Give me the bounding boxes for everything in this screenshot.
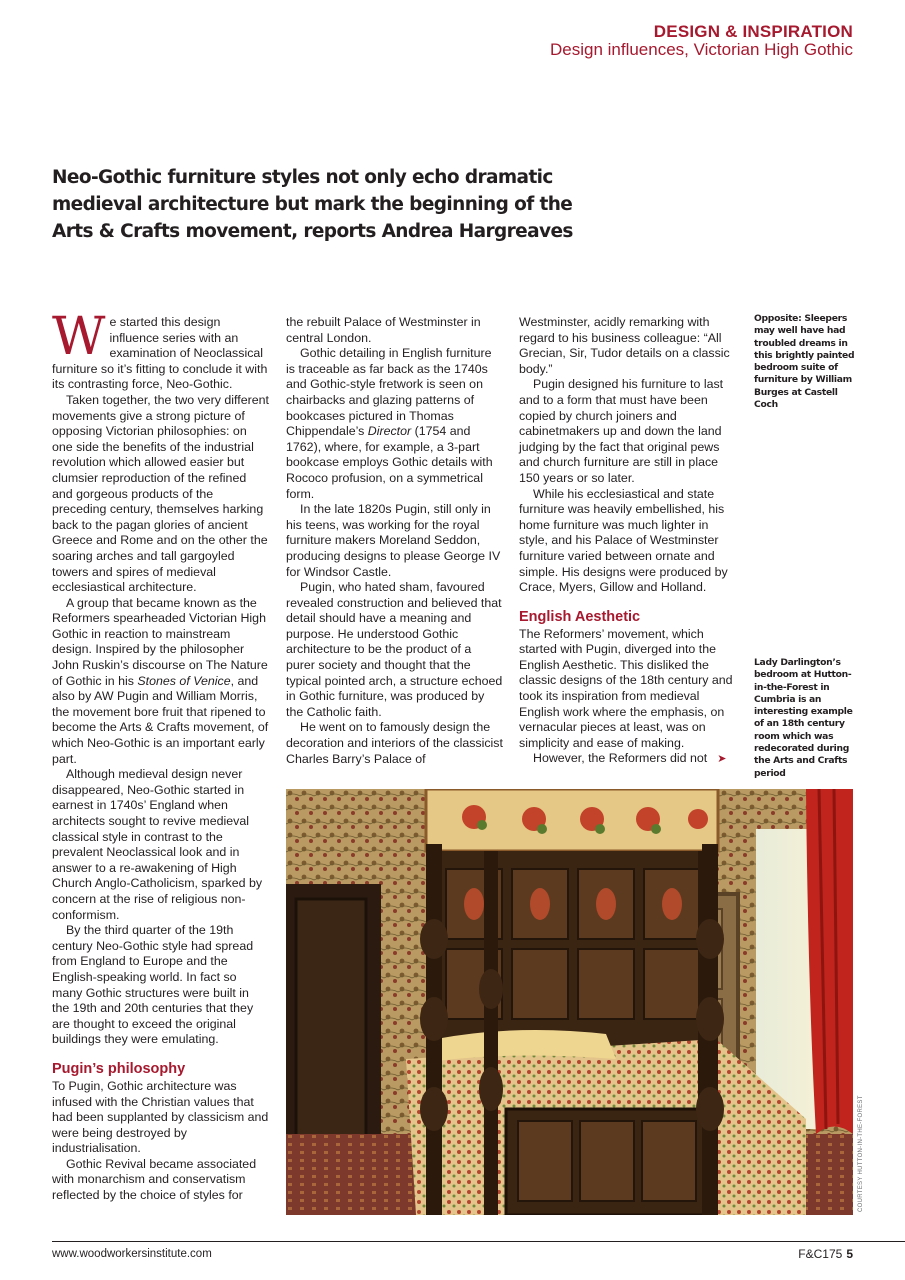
paragraph: Pugin, who hated sham, favoured revealed construction and believed that detail should have a meaning and purpose. He understood Gothic architecture to be the product of a purer society and thought that the typical pointed arch, a structure echoed in Gothic furniture, was produced by the Catholic faith. — [286, 580, 503, 719]
paragraph-text: e started this design influence series with an examination of Neoclassical furniture so it’s fitting to conclude it with its contrasting force, Neo-Gothic. — [52, 315, 268, 392]
paragraph: In the late 1820s Pugin, still only in his teens, was working for the royal furniture makers Moreland Seddon, producing designs to please George IV for Windsor Castle. — [286, 502, 501, 579]
paragraph — [52, 596, 269, 768]
paragraph — [519, 751, 736, 768]
paragraph: By the third quarter of the 19th century Neo-Gothic style had spread from England to Europe and the English-speaking world. In fact so many Gothic structures were built in the 19th and 20th centuries that they are thought to exceed the original buildings they were emulating. — [52, 923, 254, 1047]
paragraph: The Reformers’ movement, which started with Pugin, diverged into the English Aesthetic. This disliked the classic designs of the 18th century and took its inspiration from medieval English work where the emphasis, on vernacular pieces at least, was on simplicity and ease of making. — [519, 626, 733, 750]
paragraph: He went on to famously design the decoration and interiors of the classicist Charles Barry’s Palace of — [286, 720, 503, 766]
continue-arrow-icon: ➤ — [717, 753, 727, 766]
subheading-pugins-philosophy: Pugin’s philosophy — [52, 1060, 186, 1077]
paragraph-intro — [52, 307, 269, 393]
section-subtitle: Design influences, Victorian High Gothic — [549, 40, 853, 59]
body-column-1 — [52, 307, 269, 1204]
bedroom-photo — [286, 789, 853, 1215]
magazine-issue: F&C175 — [798, 1247, 843, 1261]
paragraph: While his ecclesiastical and state furniture was heavily embellished, his home furniture was much lighter in style, and his Palace of Westminster furniture varied between ornate and simple. His designs were produced by Crace, Myers, Gillow and Holland. — [519, 486, 728, 595]
bedroom-photo-illustration — [286, 789, 853, 1215]
paragraph-text: (1754 and 1762), where, for example, a 3-part bookcase employs Gothic details with Rococo profusion, on a symmetrical form. — [286, 424, 493, 501]
paragraph-text: , and also by AW Pugin and William Morris, the movement bore fruit that ripened to become the Arts & Crafts movement, of which Neo-Gothic is an important early part. — [52, 673, 269, 766]
footer-page-info — [798, 1247, 853, 1261]
paragraph-text: Gothic detailing in English furniture is traceable as far back as the 1740s and Gothic-style fretwork is seen on chairbacks and glazing patterns of bookcases pictured in Thomas Chippendale’s — [286, 346, 492, 439]
paragraph: Pugin designed his furniture to last and to a form that must have been copied by church joiners and cabinetmakers up and down the land judging by the fact that original pews and church furniture are still in place 150 years or so later. — [519, 377, 724, 485]
paragraph-text: A group that became known as the Reformers spearheaded Victorian High Gothic in reaction to mainstream design. Inspired by the philosopher John Ruskin’s discourse on The Nature of Gothic in his — [52, 595, 268, 688]
paragraph: Westminster, acidly remarking with regard to his business colleague: “All Grecian, Sir, Tudor details on a classic body.” — [519, 315, 730, 376]
book-title: Stones of Venice — [137, 673, 231, 688]
body-column-3 — [519, 315, 736, 768]
body-column-2 — [286, 315, 503, 767]
footer-rule — [52, 1241, 905, 1242]
standfirst: Neo-Gothic furniture styles not only echo dramatic medieval architecture but mark the beginning of the Arts & Crafts movement, reports Andrea Hargreaves — [52, 167, 573, 242]
paragraph-text: However, the Reformers did not — [533, 751, 708, 766]
photo-credit: COURTESY HUTTON-IN-THE-FOREST — [858, 1095, 864, 1212]
section-title: DESIGN & INSPIRATION — [653, 22, 853, 41]
footer-url: www.woodworkersinstitute.com — [52, 1248, 212, 1260]
paragraph: Although medieval design never disappeared, Neo-Gothic started in earnest in 1740s’ England when architects sought to revive medieval classical style in contrast to the prevalent Neoclassical look and in answer to a re-awakening of High Church Anglo-Catholicism, sparked by concern at the rise of religious non-conformism. — [52, 767, 263, 922]
page-number: 5 — [846, 1247, 853, 1261]
caption-opposite: Opposite: Sleepers may well have had troubled dreams in this brightly painted bedroom suite of furniture by William Burges at Castell Coch — [754, 313, 855, 411]
paragraph: To Pugin, Gothic architecture was infused with the Christian values that had been supplanted by classicism and were being destroyed by industrialisation. — [52, 1078, 269, 1156]
subheading-english-aesthetic: English Aesthetic — [519, 608, 641, 625]
book-title: Director — [367, 424, 412, 439]
paragraph: Gothic Revival became associated with monarchism and conservatism reflected by the choice of styles for — [52, 1156, 257, 1203]
paragraph: the rebuilt Palace of Westminster in central London. — [286, 315, 481, 345]
drop-cap: W — [52, 307, 106, 367]
paragraph — [286, 346, 503, 502]
caption-bedroom: Lady Darlington’s bedroom at Hutton-in-the-Forest in Cumbria is an interesting example of an 18th century room which was redecorated during the Arts and Crafts period — [754, 657, 853, 779]
paragraph: Taken together, the two very different movements give a strong picture of opposing Victorian philosophies: on one side the benefits of the industrial revolution which allowed easier but clumsier reproduction of the refined and gorgeous products of the preceding century, themselves harking back to the pagan glories of ancient Greece and Rome and on the other the soaring arches and tall gargoyled towers and spires of medieval ecclesiastical architecture. — [52, 392, 269, 595]
